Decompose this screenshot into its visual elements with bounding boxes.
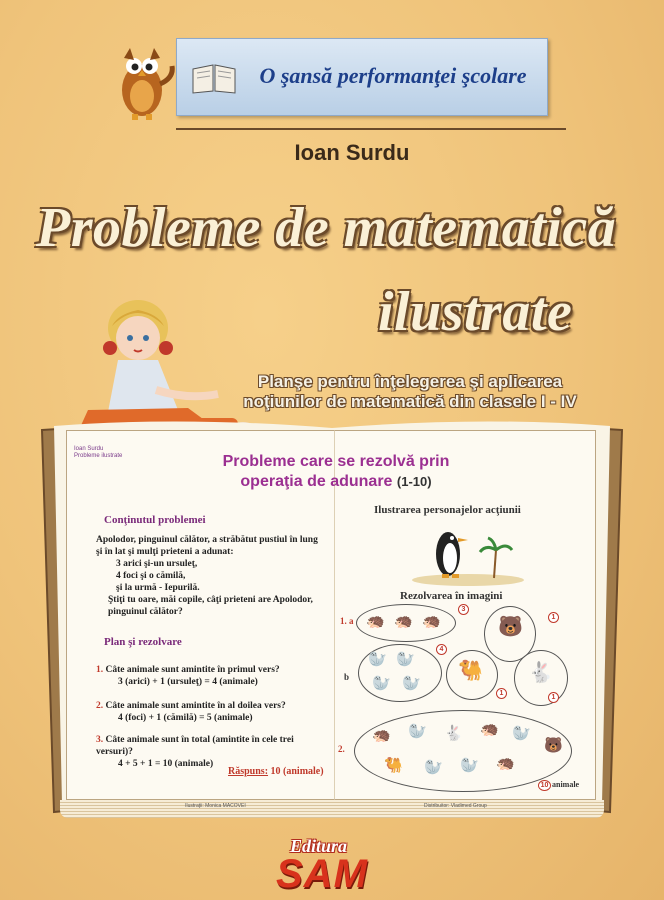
seal-icon: 🦭	[368, 651, 387, 668]
count-badge: 4	[436, 644, 447, 655]
solution-step	[96, 664, 332, 688]
lesson-range: (1-10)	[396, 474, 432, 489]
count-badge: 1	[548, 612, 559, 623]
hedgehog-icon: 🦔	[394, 613, 413, 630]
step-question: Câte animale sunt amintite în primul vers?	[105, 665, 280, 675]
row-label: b	[344, 672, 350, 682]
camel-icon: 🐫	[384, 757, 403, 774]
footer-credit: Distribuitor: Vladimed Group	[424, 803, 487, 809]
plan-heading: Plan şi rezolvare	[104, 636, 182, 648]
bear-icon: 🐻	[544, 737, 563, 754]
penguin-desert-scene	[408, 524, 526, 586]
subtitle-line2: noţiunilor de matematică din clasele I - IV	[243, 392, 577, 411]
problem-line: 4 foci şi o cămilă,	[116, 571, 186, 581]
author-name: Ioan Surdu	[294, 140, 410, 165]
camel-icon: 🐫	[458, 660, 483, 682]
characters-heading: Ilustrarea personajelor acţiunii	[374, 504, 521, 516]
row-label: 1. a	[340, 616, 354, 626]
seal-icon: 🦭	[408, 723, 427, 740]
solution-step	[96, 700, 332, 724]
bear-icon: 🐻	[498, 616, 523, 638]
footer-credit: Ilustraţii: Monica MACOVEI	[185, 803, 246, 809]
problem-line: şi la urmă - Iepurilă.	[116, 583, 200, 593]
count-badge: 1	[496, 688, 507, 699]
step-question: Câte animale sunt amintite în al doilea vers?	[105, 701, 286, 711]
hedgehog-icon: 🦔	[496, 755, 515, 772]
series-banner	[176, 38, 548, 116]
subtitle-line1: Planşe pentru înţelegerea şi aplicarea	[257, 372, 563, 391]
lesson-title-line2: operaţia de adunare	[240, 473, 393, 490]
step-number: 2.	[96, 701, 104, 711]
owl-mascot-icon	[112, 40, 176, 124]
open-book-icon	[191, 61, 237, 95]
rabbit-icon: 🐇	[444, 725, 463, 742]
answer-label: Răspuns:	[228, 766, 269, 777]
total-label: animale	[552, 780, 580, 789]
hedgehog-icon: 🦔	[366, 613, 385, 630]
lesson-title-line1: Probleme care se rezolvă prin	[222, 453, 450, 470]
problem-line: Apolodor, pinguinul călător, a străbătut pustiul în lung şi în lat şi mulţi prieteni a adunat:	[96, 535, 318, 557]
step-calculation: 4 + 5 + 1 = 10 (animale)	[118, 759, 214, 769]
seal-icon: 🦭	[512, 725, 531, 742]
seal-icon: 🦭	[396, 651, 415, 668]
all-animals-group	[354, 710, 572, 792]
solution-heading: Rezolvarea în imagini	[400, 590, 503, 602]
step-number: 1.	[96, 665, 104, 675]
lesson-title	[146, 452, 526, 492]
rabbit-icon: 🐇	[528, 662, 553, 684]
count-badge: 1	[548, 692, 559, 703]
publisher-editura: Editura	[290, 836, 348, 856]
problem-line: Ştiţi tu oare, măi copile, câţi prieteni are Apolodor, pinguinul călător?	[108, 595, 313, 617]
row-label: 2.	[338, 744, 345, 754]
series-title: O şansă performanţei şcolare	[259, 63, 527, 88]
hedgehog-icon: 🦔	[480, 721, 499, 738]
count-badge: 3	[458, 604, 469, 615]
answer-value: 10 (animale)	[270, 766, 324, 777]
inner-corner-logo: Ioan Surdu Probleme ilustrate	[74, 446, 123, 459]
publisher-logo: SAM	[276, 852, 368, 896]
hedgehog-icon: 🦔	[372, 727, 391, 744]
seal-icon: 🦭	[402, 675, 421, 692]
step-calculation: 3 (arici) + 1 (ursuleţ) = 4 (animale)	[118, 677, 258, 687]
seal-icon: 🦭	[372, 675, 391, 692]
step-calculation: 4 (foci) + 1 (cămilă) = 5 (animale)	[118, 713, 253, 723]
seal-icon: 🦭	[424, 759, 443, 776]
total-badge: 10	[538, 780, 551, 791]
inner-page-footer	[96, 796, 576, 816]
hedgehog-icon: 🦔	[422, 613, 441, 630]
step-question: Câte animale sunt în total (amintite în cele trei versuri)?	[96, 735, 294, 757]
subtitle	[200, 372, 620, 412]
solution-step	[96, 734, 332, 770]
step-number: 3.	[96, 735, 104, 745]
answer	[228, 766, 324, 777]
content-heading: Conţinutul problemei	[104, 514, 206, 526]
seal-icon: 🦭	[460, 757, 479, 774]
header-rule	[176, 128, 566, 130]
book-title-line1: Probleme de matematică	[36, 197, 617, 259]
book-title-line2: ilustrate	[378, 281, 573, 343]
problem-text	[96, 534, 322, 618]
problem-line: 3 arici şi-un ursuleţ,	[116, 559, 198, 569]
